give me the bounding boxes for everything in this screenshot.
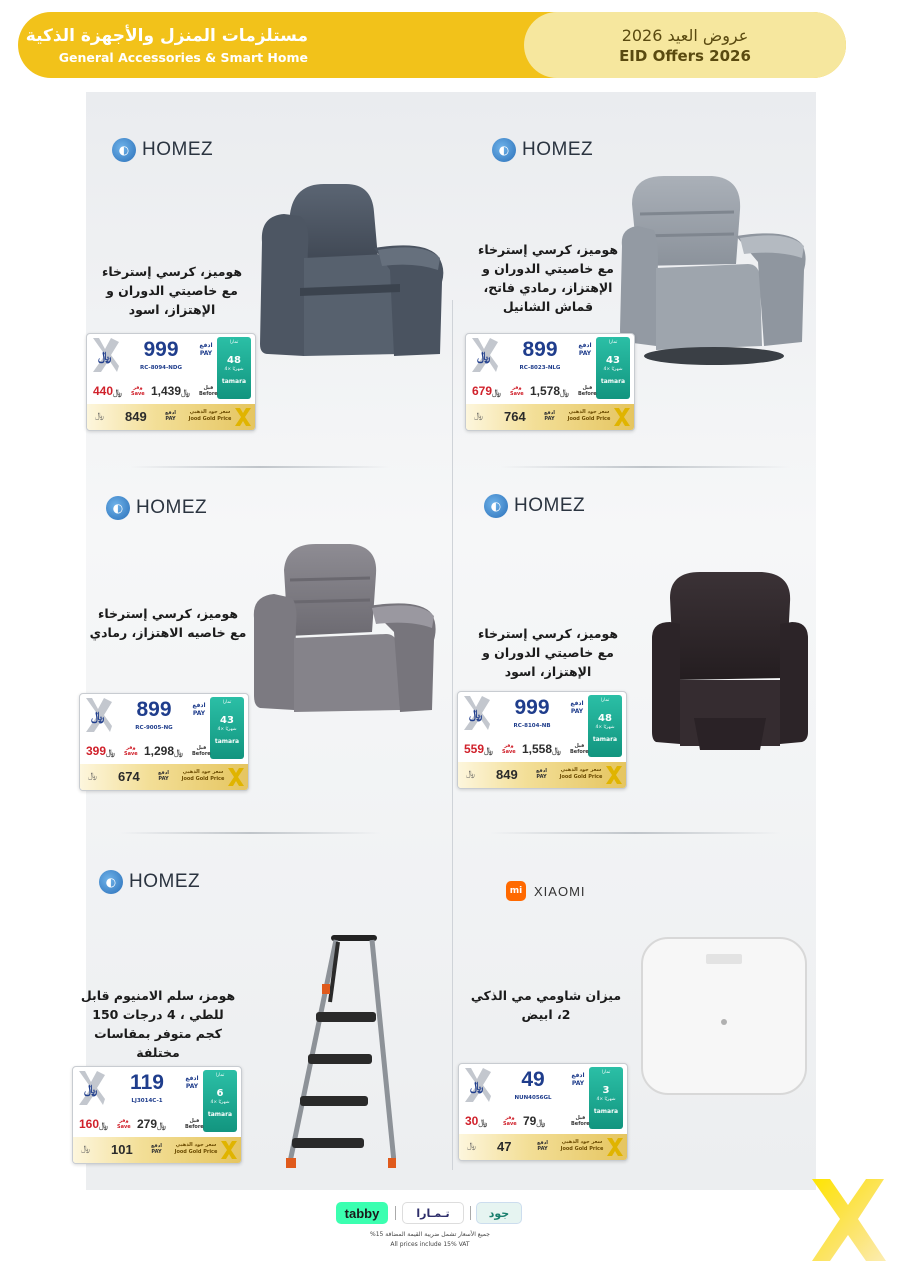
gold-price-label: سعر جود الذهبي Jood Gold Price bbox=[559, 767, 603, 780]
save-label: وفر Save bbox=[502, 743, 516, 755]
product-description: ميزان شاومي مي الذكي 2، ابيض bbox=[470, 988, 622, 1022]
x-mark-icon bbox=[89, 336, 119, 374]
pay-label: ادفع PAY bbox=[199, 342, 213, 357]
svg-text:﷼: ﷼ bbox=[470, 1079, 484, 1093]
category-title bbox=[18, 12, 518, 78]
pay-label: ادفع PAY bbox=[578, 342, 592, 357]
price-comparison-row bbox=[463, 1111, 590, 1131]
tamara-installment-badge: تمارا 43 شهريًا ×4 tamara bbox=[596, 337, 630, 399]
riyal-icon: ﷼ bbox=[106, 748, 115, 757]
save-label: وفر Save bbox=[117, 1118, 131, 1130]
product-sku: NUN4056GL bbox=[514, 1095, 552, 1101]
riyal-icon: ﷼ bbox=[552, 746, 561, 755]
svg-text:﷼: ﷼ bbox=[477, 349, 491, 363]
before-price: ﷼1,558 bbox=[522, 742, 561, 756]
tamara-installment-badge: تمارا 48 شهريًا ×4 tamara bbox=[217, 337, 251, 399]
price-value: 119 bbox=[130, 1071, 164, 1094]
save-amount: ﷼30 bbox=[465, 1114, 488, 1128]
before-label: قبل Before bbox=[192, 745, 211, 757]
save-label: وفر Save bbox=[510, 385, 524, 397]
offer-title bbox=[524, 12, 846, 78]
brand-logo-homez: ◐ HOMEZ bbox=[99, 870, 200, 894]
x-mark-icon bbox=[461, 1066, 491, 1104]
pay-label: ادفع PAY bbox=[192, 702, 206, 717]
gold-price-label: سعر جود الذهبي Jood Gold Price bbox=[174, 1142, 218, 1155]
brand-logo-homez: ◐ HOMEZ bbox=[484, 494, 585, 518]
before-price: ﷼1,298 bbox=[144, 744, 183, 758]
product-description: هوميز، كرسي إسترخاء مع خاصيتي الدوران و الإهتزاز، اسود bbox=[101, 264, 243, 317]
save-label: وفر Save bbox=[124, 745, 138, 757]
vertical-divider bbox=[452, 300, 453, 1170]
before-label: قبل Before bbox=[578, 385, 597, 397]
offer-title-ar: عروض العيد 2026 bbox=[621, 25, 749, 45]
product-sku: RC-8104-NB bbox=[513, 723, 551, 729]
gold-price-bar: ﷼ 674 ادفع PAY سعر جود الذهبي Jood Gold Price bbox=[80, 764, 248, 790]
gold-price-label: سعر جود الذهبي Jood Gold Price bbox=[560, 1139, 604, 1152]
gold-price-value: 101 bbox=[111, 1142, 133, 1157]
price-comparison-row bbox=[462, 739, 589, 759]
row-divider bbox=[500, 466, 790, 468]
gold-price-value: 47 bbox=[497, 1139, 512, 1154]
price-card bbox=[79, 693, 249, 791]
riyal-icon: ﷼ bbox=[484, 746, 493, 755]
before-label: قبل Before bbox=[199, 385, 218, 397]
product-image-recliner-black bbox=[650, 568, 810, 752]
gold-price-bar: ﷼ 849 ادفع PAY سعر جود الذهبي Jood Gold Price bbox=[458, 762, 626, 788]
before-price: ﷼1,439 bbox=[151, 384, 190, 398]
tamara-installment-badge: تمارا 48 شهريًا ×4 tamara bbox=[588, 695, 622, 757]
pay-label: ادفع PAY bbox=[571, 1072, 585, 1087]
x-mark-icon bbox=[613, 407, 631, 427]
riyal-icon: ﷼ bbox=[95, 411, 104, 420]
riyal-icon: ﷼ bbox=[181, 388, 190, 397]
brand-logo-homez: ◐ HOMEZ bbox=[492, 138, 593, 162]
x-mark-icon bbox=[75, 1069, 105, 1107]
price-value: 49 bbox=[521, 1068, 545, 1091]
price-card bbox=[458, 1063, 628, 1161]
category-title-ar: مستلزمات المنزل والأجهزة الذكية bbox=[25, 25, 308, 46]
product-image-recliner-light-grey bbox=[618, 170, 808, 366]
tamara-installment-badge: تمارا 6 شهريًا ×4 tamara bbox=[203, 1070, 237, 1132]
product-image-smart-scale bbox=[640, 936, 808, 1096]
x-mark-icon bbox=[468, 336, 498, 374]
riyal-icon: ﷼ bbox=[113, 388, 122, 397]
price-card bbox=[86, 333, 256, 431]
gold-price-label: سعر جود الذهبي Jood Gold Price bbox=[567, 409, 611, 422]
header-banner bbox=[18, 12, 846, 78]
riyal-icon: ﷼ bbox=[99, 1121, 108, 1130]
svg-text:﷼: ﷼ bbox=[91, 709, 105, 723]
brand-logo-homez: ◐ HOMEZ bbox=[112, 138, 213, 162]
x-mark-icon bbox=[227, 767, 245, 787]
homez-logo-icon: ◐ bbox=[484, 494, 508, 518]
category-title-en: General Accessories & Smart Home bbox=[58, 49, 308, 65]
price-value: 999 bbox=[514, 696, 550, 719]
before-label: قبل Before bbox=[571, 1115, 590, 1127]
price-comparison-row bbox=[470, 381, 597, 401]
price-comparison-row bbox=[91, 381, 218, 401]
price-value: 899 bbox=[522, 338, 558, 361]
before-label: قبل Before bbox=[570, 743, 589, 755]
product-image-recliner-grey bbox=[250, 540, 440, 716]
riyal-icon: ﷼ bbox=[466, 769, 475, 778]
pay-label: ادفع PAY bbox=[570, 700, 584, 715]
gold-price-value: 674 bbox=[118, 769, 140, 784]
offer-title-en: EID Offers 2026 bbox=[619, 46, 751, 65]
brand-logo-homez: ◐ HOMEZ bbox=[106, 496, 207, 520]
x-mark-icon bbox=[460, 694, 490, 732]
price-comparison-row bbox=[84, 741, 211, 761]
before-price: ﷼79 bbox=[523, 1114, 546, 1128]
riyal-icon: ﷼ bbox=[474, 411, 483, 420]
riyal-icon: ﷼ bbox=[81, 1144, 90, 1153]
product-sku: RC-8094-NDG bbox=[140, 365, 182, 371]
tamara-installment-badge: تمارا 43 شهريًا ×4 tamara bbox=[210, 697, 244, 759]
footer-separator bbox=[395, 1206, 396, 1220]
riyal-icon: ﷼ bbox=[467, 1141, 476, 1150]
before-price: ﷼279 bbox=[137, 1117, 166, 1131]
riyal-icon: ﷼ bbox=[157, 1121, 166, 1130]
save-amount: ﷼160 bbox=[79, 1117, 108, 1131]
price-value: 999 bbox=[143, 338, 179, 361]
x-mark-icon bbox=[606, 1137, 624, 1157]
gold-price-value: 764 bbox=[504, 409, 526, 424]
riyal-icon: ﷼ bbox=[174, 748, 183, 757]
gold-price-value: 849 bbox=[496, 767, 518, 782]
price-card bbox=[72, 1066, 242, 1164]
product-sku: LJ3014C-1 bbox=[131, 1098, 163, 1104]
riyal-icon: ﷼ bbox=[536, 1118, 546, 1127]
x-mark-icon bbox=[808, 1175, 888, 1265]
product-image-recliner-dark-grey bbox=[254, 178, 450, 360]
before-price: ﷼1,578 bbox=[530, 384, 569, 398]
gold-price-value: 849 bbox=[125, 409, 147, 424]
x-mark-icon bbox=[234, 407, 252, 427]
before-label: قبل Before bbox=[185, 1118, 204, 1130]
gold-price-bar: ﷼ 47 ادفع PAY سعر جود الذهبي Jood Gold Price bbox=[459, 1134, 627, 1160]
gold-price-bar: ﷼ 849 ادفع PAY سعر جود الذهبي Jood Gold Price bbox=[87, 404, 255, 430]
tamara-logo: تـمـارا bbox=[402, 1202, 464, 1224]
tabby-logo: tabby bbox=[336, 1202, 388, 1224]
product-description: هومز، سلم الامنيوم قابل للطي ، 4 درجات 150 كجم متوفر بمقاسات مختلفة bbox=[80, 988, 236, 1060]
riyal-icon: ﷼ bbox=[88, 771, 97, 780]
gold-price-bar: ﷼ 101 ادفع PAY سعر جود الذهبي Jood Gold Price bbox=[73, 1137, 241, 1163]
save-amount: ﷼559 bbox=[464, 742, 493, 756]
riyal-icon: ﷼ bbox=[492, 388, 501, 397]
x-mark-icon bbox=[82, 696, 112, 734]
riyal-icon: ﷼ bbox=[478, 1118, 488, 1127]
product-image-aluminium-ladder bbox=[276, 932, 396, 1172]
product-sku: RC-8023-NLG bbox=[519, 365, 561, 371]
homez-logo-icon: ◐ bbox=[492, 138, 516, 162]
price-comparison-row bbox=[77, 1114, 204, 1134]
xiaomi-logo-icon: mi bbox=[506, 881, 526, 901]
product-description: هوميز، كرسي إسترخاء مع خاصيتي الدوران و الإهتزاز، رمادي فاتح، قماش الشانيل bbox=[477, 242, 619, 314]
homez-logo-icon: ◐ bbox=[112, 138, 136, 162]
price-value: 899 bbox=[136, 698, 172, 721]
save-amount: ﷼679 bbox=[472, 384, 501, 398]
x-mark-icon bbox=[220, 1140, 238, 1160]
homez-logo-icon: ◐ bbox=[99, 870, 123, 894]
price-card bbox=[465, 333, 635, 431]
footer-separator bbox=[470, 1206, 471, 1220]
price-card bbox=[457, 691, 627, 789]
svg-text:﷼: ﷼ bbox=[98, 349, 112, 363]
row-divider bbox=[120, 832, 380, 834]
tamara-installment-badge: تمارا 3 شهريًا ×4 tamara bbox=[589, 1067, 623, 1129]
jood-logo: جود bbox=[476, 1202, 522, 1224]
svg-text:﷼: ﷼ bbox=[469, 707, 483, 721]
save-label: وفر Save bbox=[131, 385, 145, 397]
save-label: وفر Save bbox=[503, 1115, 517, 1127]
x-mark-icon bbox=[605, 765, 623, 785]
product-description: هوميز، كرسي إسترخاء مع خاصيه الاهتزاز، رمادي bbox=[89, 606, 247, 640]
product-description: هوميز، كرسي إسترخاء مع خاصيتي الدوران و الإهتزاز، اسود bbox=[477, 626, 619, 679]
vat-note-en: All prices include 15% VAT bbox=[390, 1241, 470, 1248]
gold-price-label: سعر جود الذهبي Jood Gold Price bbox=[188, 409, 232, 422]
save-amount: ﷼399 bbox=[86, 744, 115, 758]
gold-price-bar: ﷼ 764 ادفع PAY سعر جود الذهبي Jood Gold Price bbox=[466, 404, 634, 430]
pay-label: ادفع PAY bbox=[185, 1075, 199, 1090]
vat-note-ar: جميع الأسعار تشمل ضريبة القيمة المضافة 15% bbox=[370, 1231, 490, 1238]
svg-text:﷼: ﷼ bbox=[84, 1082, 98, 1096]
homez-logo-icon: ◐ bbox=[106, 496, 130, 520]
riyal-icon: ﷼ bbox=[560, 388, 569, 397]
product-sku: RC-9005-NG bbox=[135, 725, 173, 731]
row-divider bbox=[490, 832, 780, 834]
save-amount: ﷼440 bbox=[93, 384, 122, 398]
row-divider bbox=[130, 466, 390, 468]
brand-logo-xiaomi: mi XIAOMI bbox=[506, 881, 586, 901]
gold-price-label: سعر جود الذهبي Jood Gold Price bbox=[181, 769, 225, 782]
